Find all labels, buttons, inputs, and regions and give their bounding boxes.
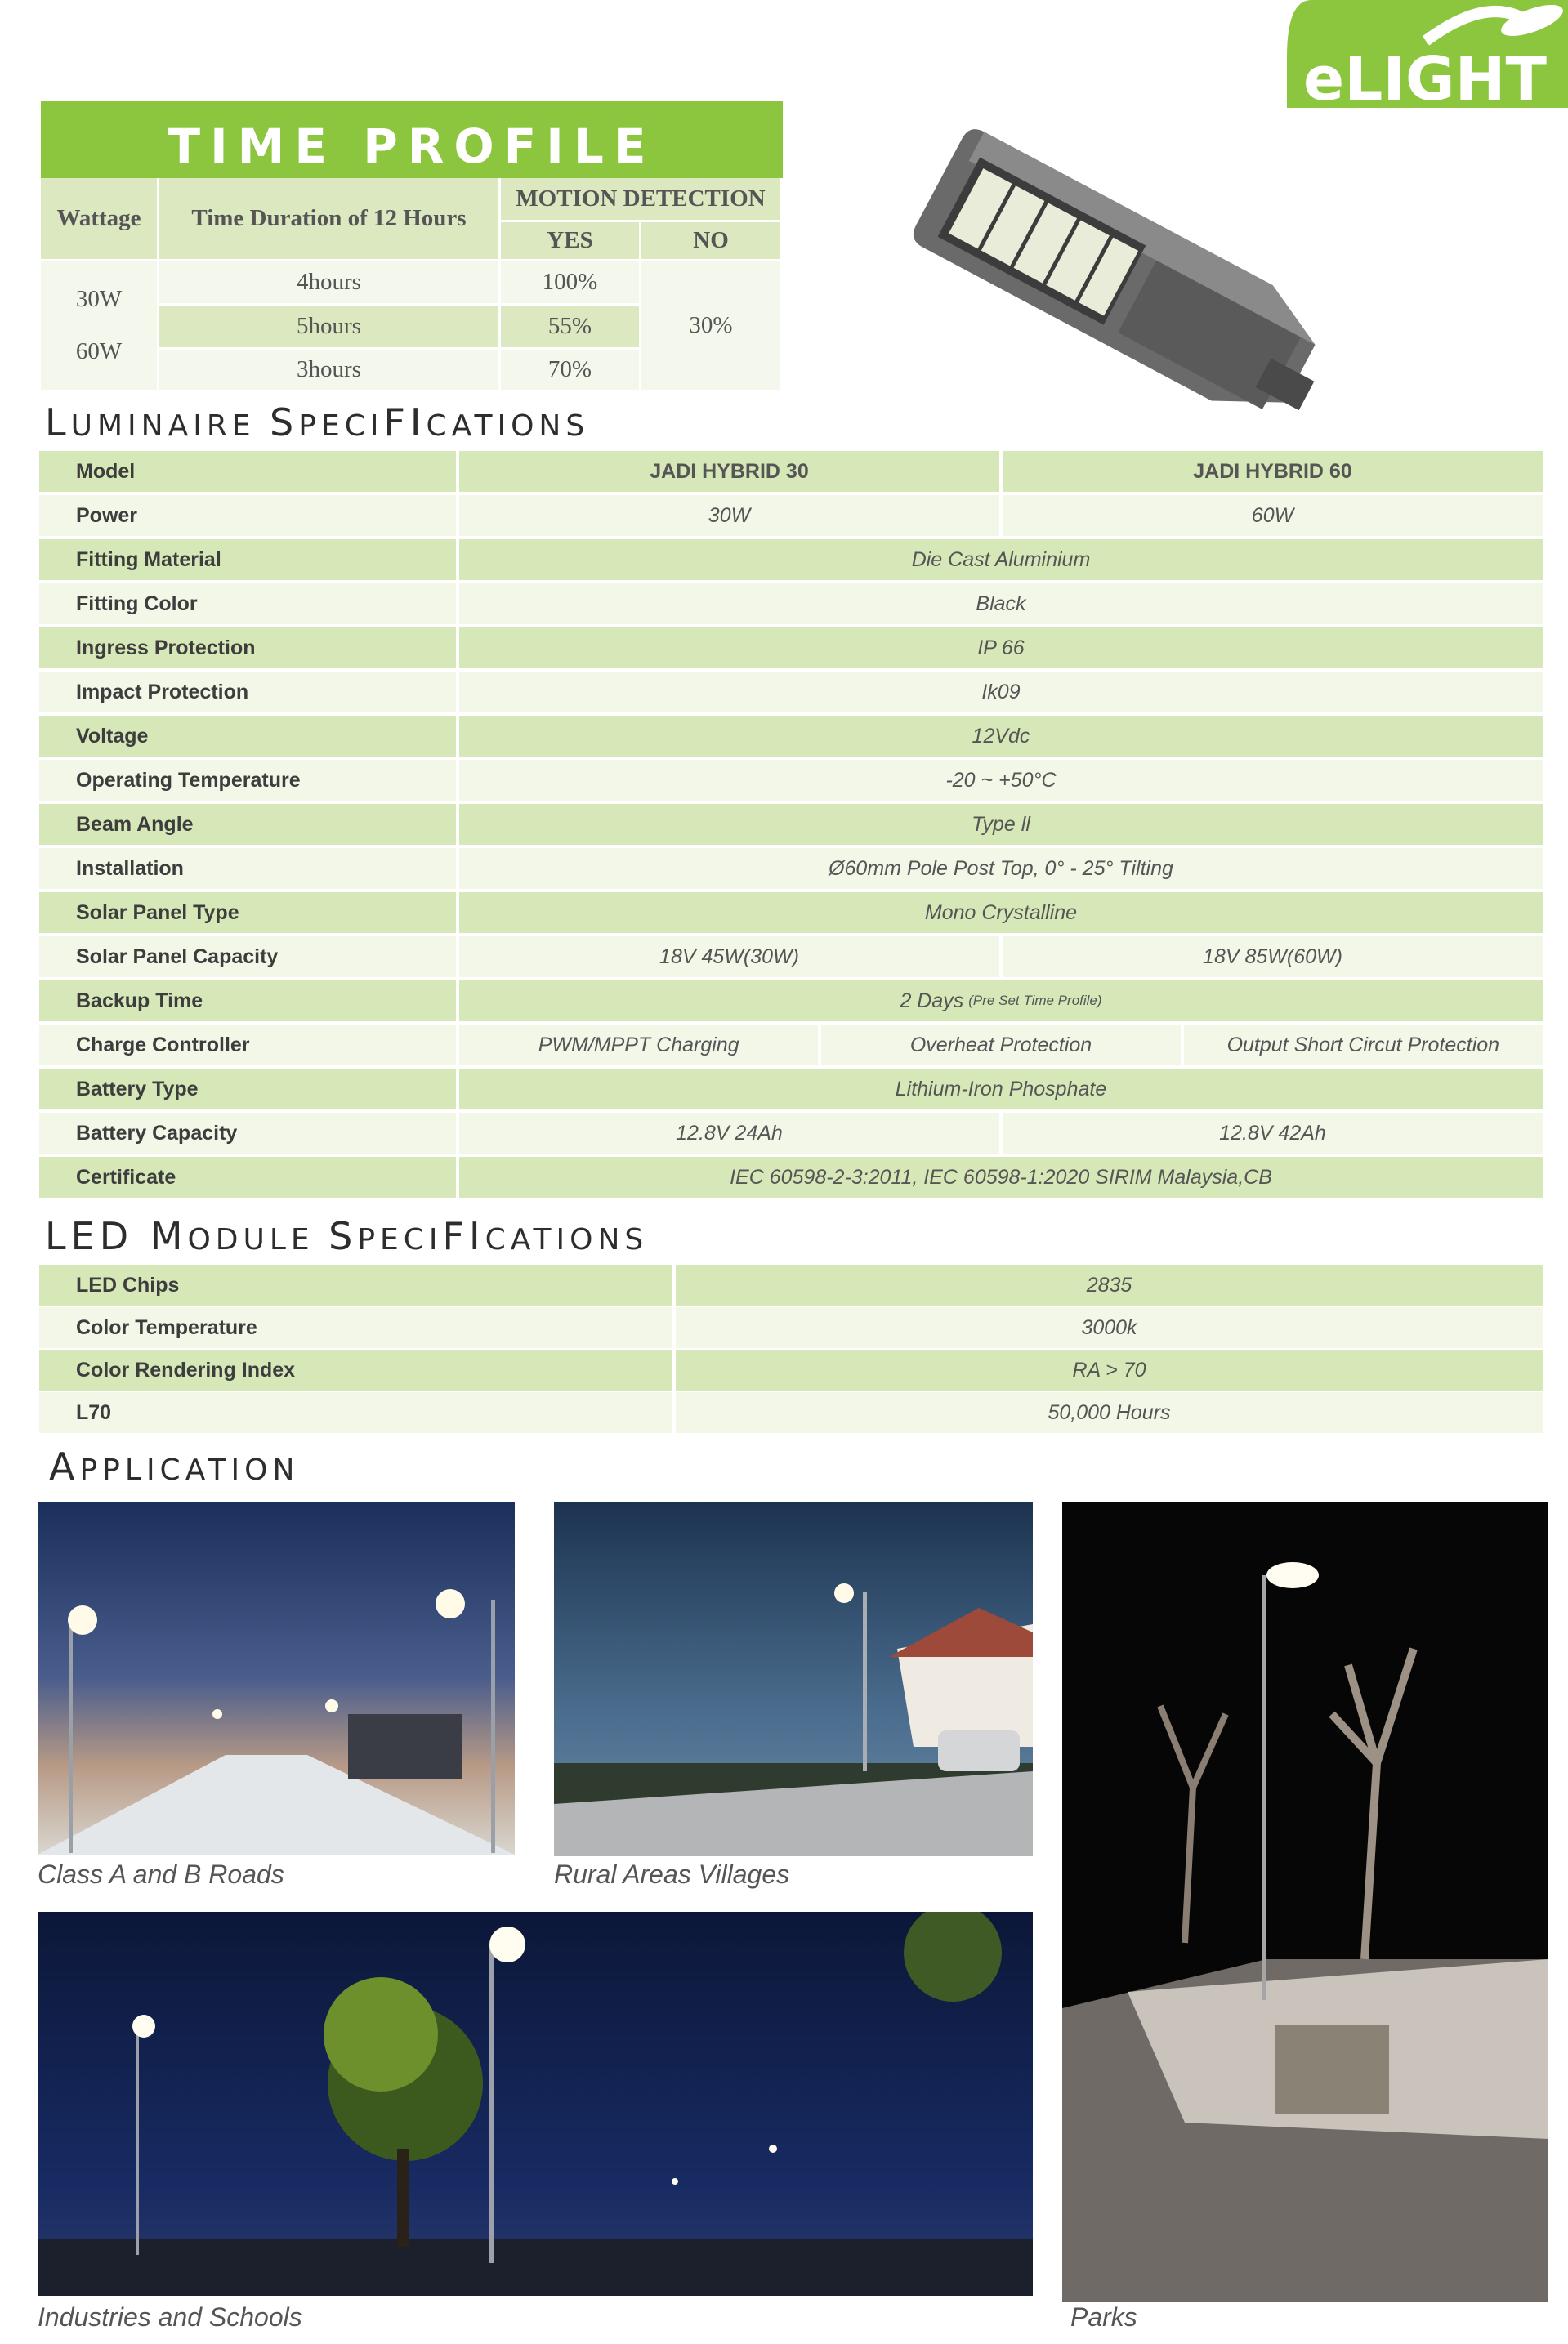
elight-logo (1287, 0, 1568, 108)
wattage-header: Wattage (41, 178, 159, 261)
spec-row-operating-temp: Operating Temperature -20 ~ +50°C (39, 760, 1543, 801)
led-row-cri: Color Rendering Index RA > 70 (39, 1350, 1543, 1391)
photo-rural (554, 1502, 1033, 1856)
motion-header: MOTION DETECTION (501, 178, 783, 222)
led-module-heading: LED MODULE SPECIFICATIONS (45, 1214, 649, 1258)
spec-row-battery-type: Battery Type Lithium-Iron Phosphate (39, 1069, 1543, 1109)
wattage-cell (41, 261, 159, 392)
spec-row-beam-angle: Beam Angle Type ll (39, 804, 1543, 845)
caption-rural: Rural Areas Villages (554, 1860, 790, 1889)
logo-text: eLIGHT (1303, 44, 1548, 108)
photo-parks (1062, 1502, 1548, 2302)
duration-header: Time Duration of 12 Hours (159, 178, 501, 261)
duration-1: 4hours (159, 261, 501, 306)
spec-row-power: Power 30W 60W (39, 495, 1543, 536)
spec-row-battery-capacity: Battery Capacity 12.8V 24Ah 12.8V 42Ah (39, 1113, 1543, 1154)
photo-industries (38, 1912, 1033, 2296)
no-header: NO (641, 222, 783, 261)
time-profile-table (41, 178, 783, 392)
spec-row-solar-type: Solar Panel Type Mono Crystalline (39, 892, 1543, 933)
caption-industries: Industries and Schools (38, 2302, 302, 2332)
spec-row-charge-controller: Charge Controller PWM/MPPT Charging Overheat Protection Output Short Circut Protection (39, 1025, 1543, 1065)
caption-parks: Parks (1070, 2302, 1137, 2332)
spec-row-model: Model JADI HYBRID 30 JADI HYBRID 60 (39, 451, 1543, 492)
duration-2: 5hours (159, 306, 501, 350)
yes-header: YES (501, 222, 641, 261)
wattage-30: 30W (75, 286, 123, 313)
led-spec-table (39, 1265, 1543, 1436)
photo-roads (38, 1502, 515, 1855)
spec-row-fitting-color: Fitting Color Black (39, 583, 1543, 624)
led-row-color-temp: Color Temperature 3000k (39, 1307, 1543, 1348)
duration-3: 3hours (159, 350, 501, 392)
spec-row-voltage: Voltage 12Vdc (39, 716, 1543, 757)
spec-row-impact: Impact Protection Ik09 (39, 672, 1543, 712)
time-profile-title: TIME PROFILE (41, 101, 783, 178)
yes-1: 100% (501, 261, 641, 306)
spec-row-certificate: Certificate IEC 60598-2-3:2011, IEC 60598-1:2020 SIRIM Malaysia,CB (39, 1157, 1543, 1198)
yes-3: 70% (501, 350, 641, 392)
spec-row-installation: Installation Ø60mm Pole Post Top, 0° - 25° Tilting (39, 848, 1543, 889)
caption-roads: Class A and B Roads (38, 1860, 284, 1889)
luminaire-heading: LUMINAIRE SPECIFICATIONS (45, 400, 590, 444)
spec-row-solar-capacity: Solar Panel Capacity 18V 45W(30W) 18V 85W(60W) (39, 936, 1543, 977)
spec-row-ingress: Ingress Protection IP 66 (39, 627, 1543, 668)
spec-row-backup-time: Backup Time 2 Days (Pre Set Time Profile) (39, 980, 1543, 1021)
no-value: 30% (641, 261, 783, 392)
led-row-chips: LED Chips 2835 (39, 1265, 1543, 1306)
spec-row-fitting-material: Fitting Material Die Cast Aluminium (39, 539, 1543, 580)
streetlight-product-image (899, 123, 1340, 433)
led-row-l70: L70 50,000 Hours (39, 1392, 1543, 1433)
wattage-60: 60W (75, 337, 123, 364)
yes-2: 55% (501, 306, 641, 350)
luminaire-spec-table (39, 451, 1543, 1203)
application-heading: APPLICATION (49, 1444, 300, 1489)
